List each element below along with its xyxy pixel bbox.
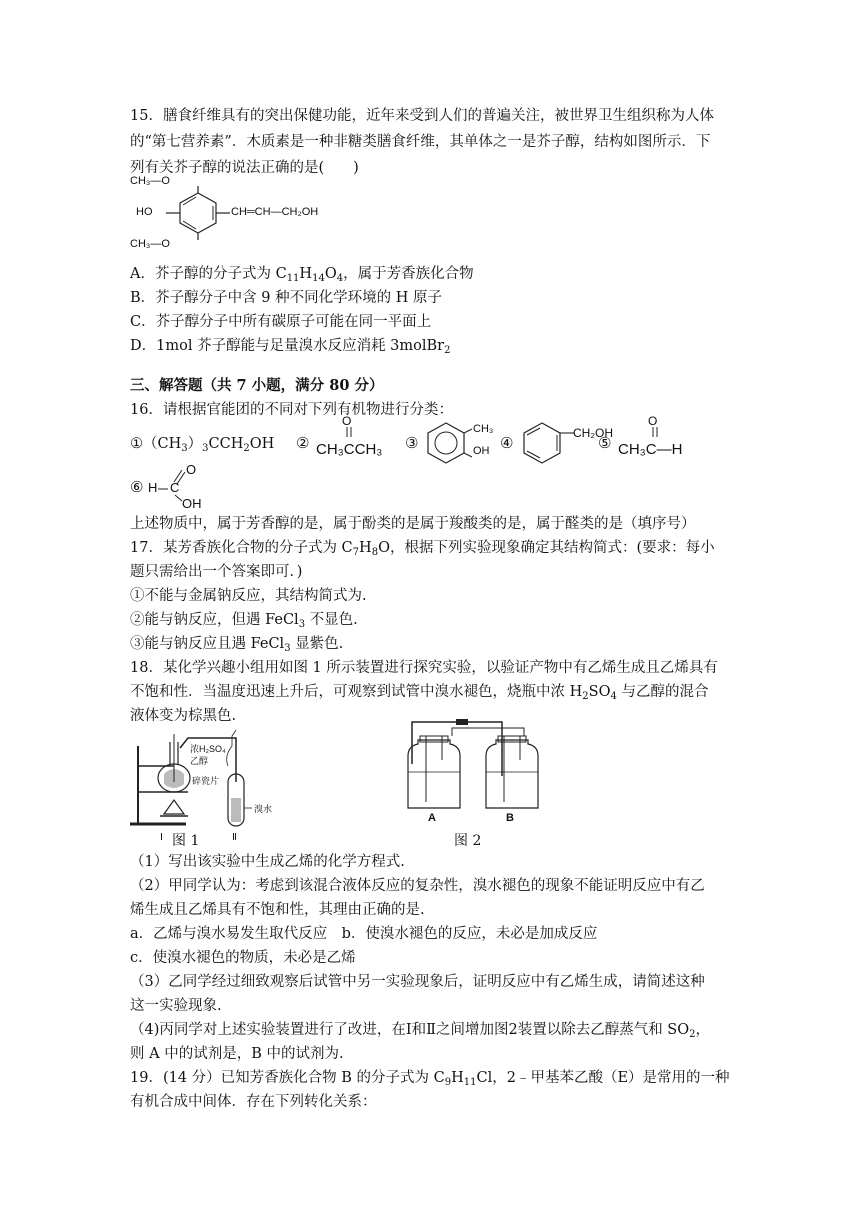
formic-carbon: C: [170, 480, 180, 495]
q16-item-1: $①(CH_3)_3CCH_2OH$: [130, 436, 275, 454]
apparatus-drawing: [128, 716, 318, 850]
figure-2-wash-bottles: [404, 716, 544, 832]
formic-oxygen: O: [186, 462, 197, 477]
q15-line-2: 的“第七营养素”．木质素是一种非糖类膳食纤维，其单体之一是芥子醇，结构如图所示．下: [130, 134, 711, 150]
q16-item-6-number: ⑥: [130, 479, 144, 496]
q17-line-2: 题只需给出一个答案即可．): [130, 564, 303, 580]
methoxy-bottom-label: CH₃—O: [130, 238, 170, 250]
acetone-oxygen: O: [342, 414, 352, 428]
acetone-formula: CH₃CCH₃: [316, 441, 383, 458]
q17-sub-1: ①不能与金属钠反应，其结构简式为.: [130, 588, 367, 604]
methoxy-top-label: CH₃—O: [130, 175, 170, 187]
cresol-hydroxyl: OH: [473, 445, 490, 457]
benzyl-group: CH₂OH: [573, 426, 613, 440]
q18-part-2-line-1: （2）甲同学认为：考虑到该混合液体反应的复杂性，溴水褪色的现象不能证明反应中有乙: [130, 878, 705, 894]
formic-hydroxyl: OH: [182, 496, 202, 511]
formic-hydrogen: H: [148, 480, 158, 495]
label-bottle-b: B: [506, 812, 514, 824]
q19-line-1: 19．(14 分）已知芳香族化合物 B 的分子式为 $C_9H_{11}Cl$，2﹣甲基苯乙酸（E）是常用的一种: [130, 1070, 730, 1088]
q15-line-3: 列有关芥子醇的说法正确的是( ): [130, 160, 359, 176]
propenol-chain-label: CH═CH—CH₂OH: [231, 206, 319, 218]
benzyl-ring: [518, 420, 578, 466]
acetone-double-bond: [344, 427, 354, 437]
label-apparatus-I: Ⅰ: [160, 832, 163, 843]
section-heading: 三、解答题（共 7 小题，满分 80 分）: [130, 377, 384, 394]
q17-sub-3: ③能与钠反应且遇 FeCl$_3$ 显紫色.: [130, 636, 344, 654]
q18-line-3: 液体变为棕黑色.: [130, 708, 237, 724]
q15-line-1: 15．膳食纤维具有的突出保健功能，近年来受到人们的普遍关注，被世界卫生组织称为人体: [130, 108, 714, 124]
label-porcelain-chips: 碎瓷片: [192, 776, 220, 786]
hydroxy-label: HO: [136, 206, 153, 218]
wash-bottles-drawing: [404, 716, 544, 832]
q15-option-c: C．芥子醇分子中所有碳原子可能在同一平面上: [130, 314, 432, 330]
q18-part-2-line-2: 烯生成且乙烯具有不饱和性，其理由正确的是.: [130, 902, 425, 918]
q15-option-b: B．芥子醇分子中含 9 种不同化学环境的 H 原子: [130, 290, 442, 306]
q19-line-2: 有机合成中间体．存在下列转化关系：: [130, 1094, 377, 1110]
q15-option-a: A．芥子醇的分子式为 $C_{11}H_{14}O_4$，属于芳香族化合物: [130, 266, 474, 284]
q17-sub-2: ②能与钠反应，但遇 FeCl$_3$ 不显色.: [130, 612, 358, 630]
q18-part-4-line-2: 则 A 中的试剂是，B 中的试剂为.: [130, 1046, 344, 1062]
cresol-ring: [422, 420, 472, 466]
figure-1-apparatus: [128, 716, 318, 850]
q18-part-2-option-c: c．使溴水褪色的物质，未必是乙烯: [130, 950, 356, 966]
q18-part-1: （1）写出该实验中生成乙烯的化学方程式.: [130, 854, 405, 870]
q16-item-4-number: ④: [500, 435, 514, 452]
label-bottle-a: A: [428, 812, 436, 824]
cresol-methyl: CH₃: [473, 423, 494, 435]
q16-item-5-number: ⑤: [598, 435, 612, 452]
q16-item-3-number: ③: [405, 435, 419, 452]
q16-answer-line: 上述物质中，属于芳香醇的是，属于酚类的是属于羧酸类的是，属于醛类的是（填序号）: [130, 516, 696, 532]
q15-option-d: D．1mol 芥子醇能与足量溴水反应消耗 3molBr$_2$: [130, 338, 451, 356]
label-apparatus-II: Ⅱ: [232, 832, 237, 843]
acetaldehyde-oxygen: O: [648, 414, 658, 428]
label-bromine-water: 溴水: [254, 804, 273, 814]
sinapyl-alcohol-structure: [130, 175, 360, 260]
q18-line-2: 不饱和性．当温度迅速上升后，可观察到试管中溴水褪色，烧瓶中浓 $H_2SO_4$ 与乙醇的混合: [130, 684, 709, 702]
q18-part-3-line-1: （3）乙同学经过细致观察后试管中另一实验现象后，证明反应中有乙烯生成，请简述这种: [130, 974, 705, 990]
label-ethanol: 乙醇: [190, 756, 209, 766]
q18-part-2-options-ab: a．乙烯与溴水易发生取代反应 b．使溴水褪色的反应，未必是加成反应: [130, 926, 598, 942]
q18-part-3-line-2: 这一实验现象.: [130, 998, 222, 1014]
label-conc-sulfuric-acid: 浓H₂SO₄: [190, 744, 226, 754]
q17-line-1: 17．某芳香族化合物的分子式为 $C_7H_8O$，根据下列实验现象确定其结构简式：(要求：每小: [130, 540, 715, 558]
figure-2-caption: 图 2: [454, 833, 482, 849]
acetaldehyde-double-bond: [650, 427, 660, 437]
acetaldehyde-formula: CH₃C—H: [618, 441, 683, 458]
q18-line-1: 18．某化学兴趣小组用如图 1 所示装置进行探究实验，以验证产物中有乙烯生成且乙烯具有: [130, 660, 718, 676]
q16-line-1: 16．请根据官能团的不同对下列有机物进行分类：: [130, 402, 453, 418]
q16-item-2-number: ②: [296, 435, 310, 452]
figure-1-caption: 图 1: [172, 833, 200, 849]
q18-part-4-line-1: （4)丙同学对上述实验装置进行了改进，在Ⅰ和Ⅱ之间增加图2装置以除去乙醇蒸气和 $SO_2$，: [130, 1022, 710, 1040]
